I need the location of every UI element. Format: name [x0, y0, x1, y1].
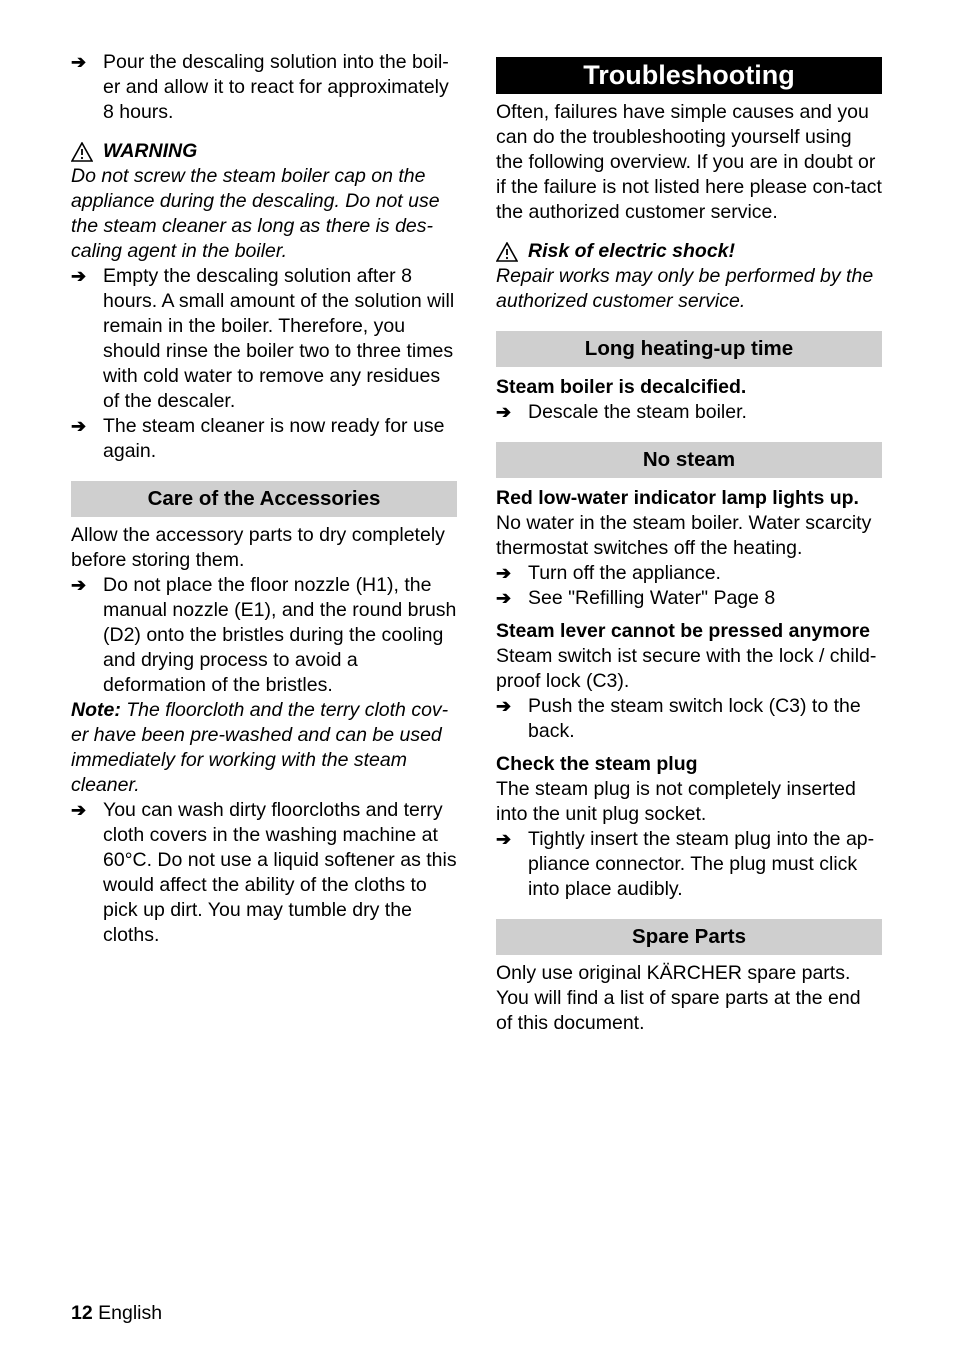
long-heating-subheading: Steam boiler is decalcified.: [496, 376, 747, 398]
intro-text: Often, failures have simple causes and you can do the troubleshooting yourself using the following overview. If you are in doubt or if the failure is not listed here please con-tact the authorized customer service.: [496, 101, 882, 223]
warning-text: Do not screw the steam boiler cap on the appliance during the descaling. Do not use the steam cleaner as long as there is des-caling agent in the boiler.: [71, 165, 440, 262]
steam-plug-text: The steam plug is not completely inserted into the unit plug socket.: [496, 778, 856, 825]
page-title: Troubleshooting: [496, 57, 882, 94]
right-column: [496, 50, 882, 1036]
note: [71, 698, 457, 798]
list-item: [71, 573, 457, 698]
arrow-right-icon: ➔: [496, 696, 512, 716]
list-item: [496, 400, 882, 425]
risk-text: Repair works may only be performed by the authorized customer service.: [496, 265, 874, 312]
risk-title: Risk of electric shock!: [496, 239, 882, 264]
red-lamp-subheading: Red low-water indicator lamp lights up.: [496, 487, 859, 509]
care-text: Allow the accessory parts to dry completely before storing them.: [71, 524, 445, 571]
care-heading: Care of the Accessories: [71, 481, 457, 517]
bullet-text: Push the steam switch lock (C3) to the back.: [528, 695, 861, 742]
bullet-text: Pour the descaling solution into the boil-er and allow it to react for approximately 8 hours.: [103, 51, 449, 123]
arrow-right-icon: ➔: [496, 402, 512, 422]
bullet-text: See "Refilling Water" Page 8: [528, 587, 776, 609]
note-text: The floorcloth and the terry cloth cov-er have been pre-washed and can be used immediately for working with the steam cleaner.: [71, 699, 449, 796]
list-item: [71, 264, 457, 414]
arrow-right-icon: ➔: [496, 829, 512, 849]
list-item: [496, 586, 882, 611]
list-item: [71, 414, 457, 464]
no-steam-heading: No steam: [496, 442, 882, 478]
arrow-right-icon: ➔: [71, 52, 87, 72]
list-item: [71, 798, 457, 948]
steam-lever-subheading: Steam lever cannot be pressed anymore: [496, 620, 870, 642]
bullet-text: Turn off the appliance.: [528, 562, 721, 584]
bullet-text: The steam cleaner is now ready for use again.: [103, 415, 445, 462]
footer-language: English: [98, 1302, 163, 1324]
bullet-text: You can wash dirty floorcloths and terry cloth covers in the washing machine at 60°C. Do not use a liquid softener as this would affect the ability of the cloths to pick up dirt. You may tumble dry the cloths.: [103, 799, 457, 946]
arrow-right-icon: ➔: [496, 588, 512, 608]
page-footer: [71, 1301, 162, 1326]
arrow-right-icon: ➔: [496, 563, 512, 583]
list-item: [496, 827, 882, 902]
left-column: [71, 50, 457, 948]
page-number: 12: [71, 1302, 93, 1324]
long-heating-heading: Long heating-up time: [496, 331, 882, 367]
bullet-text: Tightly insert the steam plug into the ap-pliance connector. The plug must click into place audibly.: [528, 828, 875, 900]
bullet-text: Empty the descaling solution after 8 hours. A small amount of the solution will remain in the boiler. Therefore, you should rinse the boiler two to three times with cold water to remove any residues of the descaler.: [103, 265, 455, 412]
bullet-text: Descale the steam boiler.: [528, 401, 747, 423]
steam-lever-text: Steam switch ist secure with the lock / child-proof lock (C3).: [496, 645, 877, 692]
spare-parts-text: Only use original KÄRCHER spare parts. You will find a list of spare parts at the end of this document.: [496, 962, 861, 1034]
arrow-right-icon: ➔: [71, 416, 87, 436]
warning-triangle-icon: [496, 242, 518, 262]
steam-plug-subheading: Check the steam plug: [496, 753, 698, 775]
red-lamp-text: No water in the steam boiler. Water scarcity thermostat switches off the heating.: [496, 512, 872, 559]
arrow-right-icon: ➔: [71, 266, 87, 286]
spare-parts-heading: Spare Parts: [496, 919, 882, 955]
arrow-right-icon: ➔: [71, 575, 87, 595]
list-item: [496, 694, 882, 744]
bullet-text: Do not place the floor nozzle (H1), the manual nozzle (E1), and the round brush (D2) onto the bristles during the cooling and drying process to avoid a deformation of the bristles.: [103, 574, 457, 696]
warning-triangle-icon: [71, 142, 93, 162]
note-label: Note:: [71, 699, 121, 721]
warning-title: WARNING: [71, 139, 457, 164]
arrow-right-icon: ➔: [71, 800, 87, 820]
list-item: [496, 561, 882, 586]
list-item: [71, 50, 457, 125]
